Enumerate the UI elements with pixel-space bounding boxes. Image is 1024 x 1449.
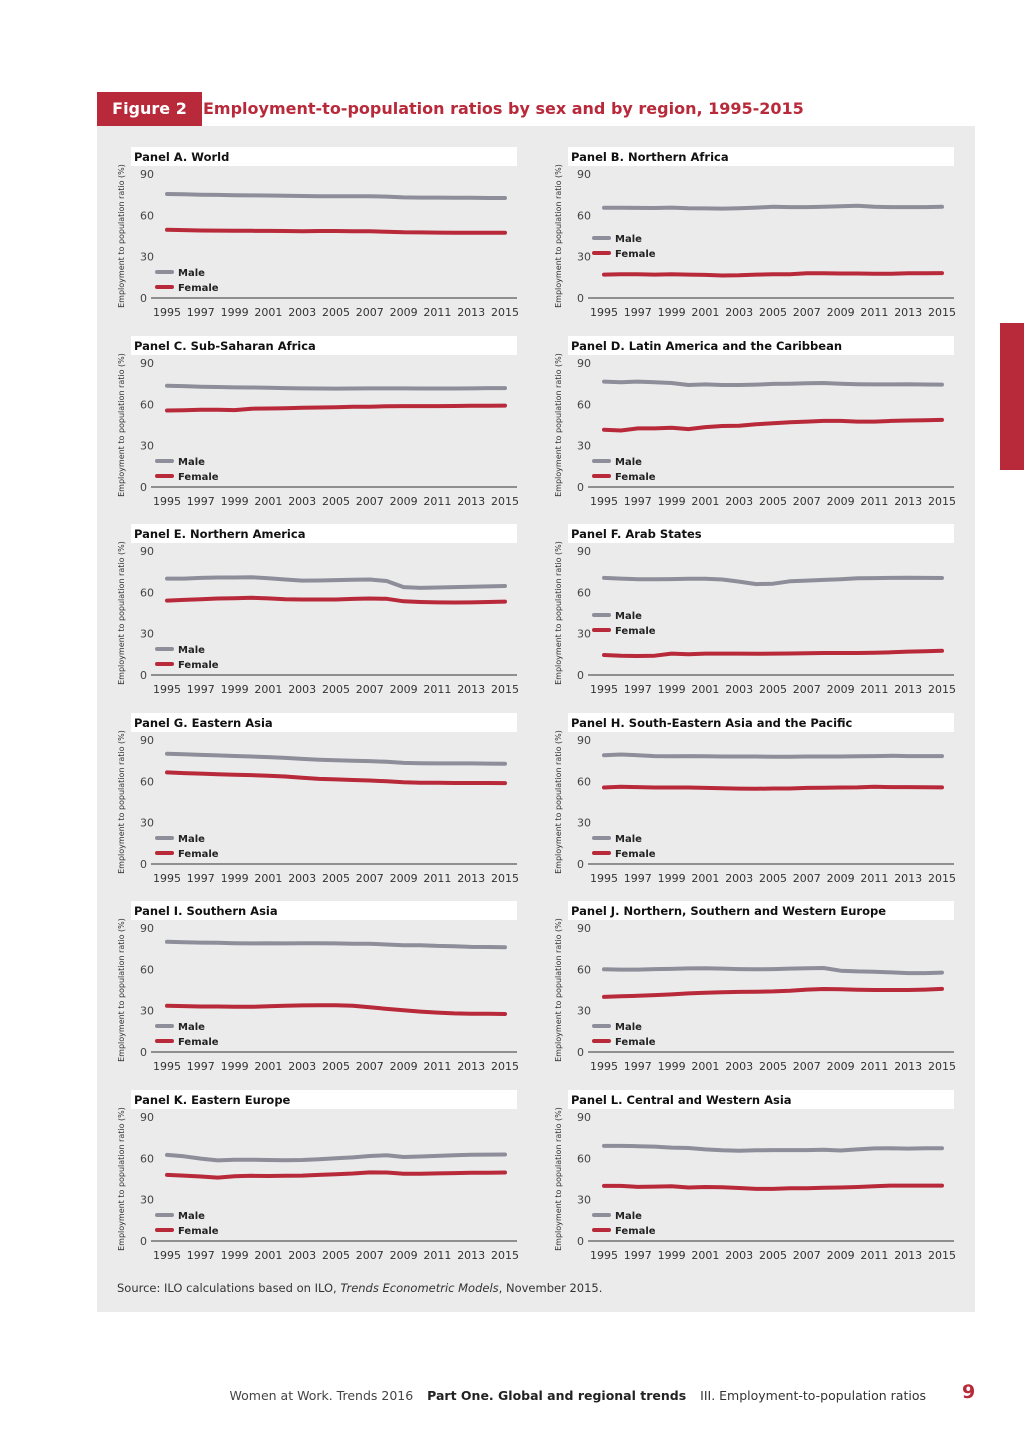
y-tick-label: 0 bbox=[140, 481, 147, 494]
series-line-female bbox=[604, 651, 942, 656]
x-tick-label: 2011 bbox=[860, 1249, 889, 1262]
x-tick-label: 2011 bbox=[860, 495, 889, 508]
x-tick-label: 2015 bbox=[491, 872, 519, 885]
x-tick-label: 2003 bbox=[725, 306, 754, 319]
series-line-male bbox=[604, 206, 942, 209]
series-line-male bbox=[604, 578, 942, 584]
y-axis-label: Employment to population ratio (%) bbox=[554, 353, 563, 497]
legend-label-female: Female bbox=[615, 626, 656, 637]
y-tick-label: 0 bbox=[577, 292, 584, 305]
legend-label-female: Female bbox=[178, 660, 219, 671]
y-tick-label: 90 bbox=[577, 922, 591, 935]
legend-label-male: Male bbox=[178, 457, 205, 468]
series-line-male bbox=[167, 754, 505, 764]
x-tick-label: 2005 bbox=[322, 306, 350, 319]
x-tick-label: 1997 bbox=[623, 495, 652, 508]
legend-label-female: Female bbox=[615, 1037, 656, 1048]
x-tick-label: 2009 bbox=[389, 1249, 418, 1262]
x-tick-label: 2005 bbox=[759, 306, 787, 319]
x-tick-label: 1997 bbox=[186, 683, 215, 696]
y-axis-label: Employment to population ratio (%) bbox=[554, 730, 563, 874]
series-line-male bbox=[604, 382, 942, 385]
x-tick-label: 2013 bbox=[894, 1249, 923, 1262]
legend-label-female: Female bbox=[615, 1226, 656, 1237]
source-title: Trends Econometric Models bbox=[340, 1281, 499, 1295]
x-tick-label: 2001 bbox=[691, 495, 720, 508]
y-tick-label: 60 bbox=[577, 963, 591, 977]
chart-panel-8 bbox=[554, 713, 956, 885]
x-tick-label: 2007 bbox=[792, 1060, 821, 1073]
y-axis-label: Employment to population ratio (%) bbox=[117, 1107, 126, 1251]
x-tick-label: 2001 bbox=[691, 872, 720, 885]
legend-label-female: Female bbox=[178, 849, 219, 860]
x-tick-label: 2011 bbox=[860, 306, 889, 319]
x-tick-label: 2007 bbox=[355, 872, 384, 885]
y-axis-label: Employment to population ratio (%) bbox=[554, 164, 563, 308]
y-axis-label: Employment to population ratio (%) bbox=[554, 541, 563, 685]
x-tick-label: 2015 bbox=[491, 1249, 519, 1262]
x-tick-label: 1995 bbox=[153, 1060, 181, 1073]
x-tick-label: 1997 bbox=[186, 872, 215, 885]
chart-panel-3 bbox=[117, 336, 519, 508]
legend-label-male: Male bbox=[178, 1211, 205, 1222]
chart-panel-2 bbox=[554, 147, 956, 319]
series-line-male bbox=[167, 386, 505, 389]
chart-panel-4 bbox=[554, 336, 956, 508]
x-tick-label: 2003 bbox=[725, 872, 754, 885]
legend-label-female: Female bbox=[178, 1226, 219, 1237]
y-tick-label: 30 bbox=[140, 816, 154, 830]
x-tick-label: 2001 bbox=[254, 872, 283, 885]
x-tick-label: 2013 bbox=[894, 683, 923, 696]
charts-canvas bbox=[97, 126, 975, 1312]
y-tick-label: 60 bbox=[140, 209, 154, 223]
y-tick-label: 60 bbox=[577, 586, 591, 600]
x-tick-label: 2005 bbox=[759, 495, 787, 508]
series-line-female bbox=[167, 1005, 505, 1014]
legend-label-male: Male bbox=[615, 1022, 642, 1033]
series-line-male bbox=[604, 755, 942, 757]
y-tick-label: 30 bbox=[577, 250, 591, 264]
x-tick-label: 2005 bbox=[759, 1060, 787, 1073]
y-tick-label: 30 bbox=[140, 1193, 154, 1207]
chart-panel-7 bbox=[117, 713, 519, 885]
x-tick-label: 2009 bbox=[826, 1060, 855, 1073]
series-line-male bbox=[167, 942, 505, 947]
x-tick-label: 2007 bbox=[792, 683, 821, 696]
x-tick-label: 1999 bbox=[220, 306, 249, 319]
x-tick-label: 2003 bbox=[288, 1060, 317, 1073]
figure-label: Figure 2 bbox=[97, 92, 202, 126]
y-tick-label: 30 bbox=[577, 627, 591, 641]
y-tick-label: 0 bbox=[140, 292, 147, 305]
x-tick-label: 2007 bbox=[355, 306, 384, 319]
x-tick-label: 2009 bbox=[389, 683, 418, 696]
y-tick-label: 60 bbox=[140, 775, 154, 789]
y-axis-label: Employment to population ratio (%) bbox=[117, 918, 126, 1062]
x-tick-label: 2009 bbox=[389, 872, 418, 885]
x-tick-label: 2009 bbox=[389, 1060, 418, 1073]
legend-label-male: Male bbox=[178, 645, 205, 656]
x-tick-label: 1997 bbox=[186, 495, 215, 508]
y-axis-label: Employment to population ratio (%) bbox=[117, 353, 126, 497]
x-tick-label: 2009 bbox=[826, 495, 855, 508]
y-tick-label: 60 bbox=[140, 398, 154, 412]
x-tick-label: 2005 bbox=[322, 1060, 350, 1073]
x-tick-label: 1995 bbox=[153, 306, 181, 319]
y-tick-label: 60 bbox=[577, 209, 591, 223]
y-tick-label: 0 bbox=[577, 669, 584, 682]
series-line-female bbox=[167, 406, 505, 411]
y-tick-label: 90 bbox=[577, 545, 591, 558]
x-tick-label: 2015 bbox=[928, 683, 956, 696]
x-tick-label: 2003 bbox=[288, 1249, 317, 1262]
x-tick-label: 2005 bbox=[759, 872, 787, 885]
x-tick-label: 1995 bbox=[153, 1249, 181, 1262]
x-tick-label: 2013 bbox=[894, 495, 923, 508]
panel-title: Panel J. Northern, Southern and Western Europe bbox=[571, 904, 886, 918]
x-tick-label: 2005 bbox=[322, 495, 350, 508]
x-tick-label: 2015 bbox=[928, 495, 956, 508]
x-tick-label: 2013 bbox=[457, 872, 486, 885]
x-tick-label: 1997 bbox=[623, 1060, 652, 1073]
legend-label-male: Male bbox=[615, 611, 642, 622]
series-line-female bbox=[167, 772, 505, 783]
x-tick-label: 2007 bbox=[792, 495, 821, 508]
series-line-male bbox=[604, 968, 942, 973]
x-tick-label: 2003 bbox=[288, 683, 317, 696]
x-tick-label: 1997 bbox=[623, 1249, 652, 1262]
x-tick-label: 1995 bbox=[590, 1060, 618, 1073]
x-tick-label: 2003 bbox=[288, 872, 317, 885]
x-tick-label: 2009 bbox=[389, 495, 418, 508]
x-tick-label: 1995 bbox=[590, 683, 618, 696]
legend-label-female: Female bbox=[178, 283, 219, 294]
footer-part-title: Part One. Global and regional trends bbox=[427, 1388, 687, 1403]
x-tick-label: 2007 bbox=[355, 683, 384, 696]
series-line-female bbox=[167, 598, 505, 603]
x-tick-label: 2009 bbox=[826, 306, 855, 319]
x-tick-label: 1999 bbox=[220, 1249, 249, 1262]
x-tick-label: 1999 bbox=[657, 1060, 686, 1073]
legend-label-male: Male bbox=[178, 834, 205, 845]
x-tick-label: 2013 bbox=[457, 495, 486, 508]
y-tick-label: 0 bbox=[577, 858, 584, 871]
legend-label-male: Male bbox=[178, 1022, 205, 1033]
legend-label-female: Female bbox=[615, 249, 656, 260]
x-tick-label: 1997 bbox=[623, 872, 652, 885]
x-tick-label: 2003 bbox=[725, 495, 754, 508]
y-tick-label: 90 bbox=[577, 734, 591, 747]
y-tick-label: 60 bbox=[140, 1152, 154, 1166]
source-suffix: , November 2015. bbox=[498, 1281, 603, 1295]
x-tick-label: 2015 bbox=[928, 306, 956, 319]
panel-title: Panel C. Sub-Saharan Africa bbox=[134, 339, 316, 353]
y-tick-label: 30 bbox=[140, 250, 154, 264]
x-tick-label: 1995 bbox=[590, 872, 618, 885]
source-note bbox=[117, 1281, 602, 1295]
chart-panel-10 bbox=[554, 901, 956, 1073]
x-tick-label: 2015 bbox=[491, 495, 519, 508]
x-tick-label: 2013 bbox=[457, 1249, 486, 1262]
x-tick-label: 2011 bbox=[423, 872, 452, 885]
x-tick-label: 2003 bbox=[288, 306, 317, 319]
page-number: 9 bbox=[962, 1381, 976, 1403]
y-tick-label: 90 bbox=[140, 168, 154, 181]
x-tick-label: 1997 bbox=[186, 306, 215, 319]
y-axis-label: Employment to population ratio (%) bbox=[117, 541, 126, 685]
x-tick-label: 2013 bbox=[894, 872, 923, 885]
y-tick-label: 60 bbox=[577, 775, 591, 789]
y-tick-label: 90 bbox=[577, 1111, 591, 1124]
series-line-female bbox=[167, 1172, 505, 1177]
x-tick-label: 2009 bbox=[826, 872, 855, 885]
series-line-male bbox=[604, 1146, 942, 1151]
x-tick-label: 1995 bbox=[590, 1249, 618, 1262]
x-tick-label: 2013 bbox=[894, 306, 923, 319]
x-tick-label: 2001 bbox=[691, 1060, 720, 1073]
y-axis-label: Employment to population ratio (%) bbox=[554, 918, 563, 1062]
y-tick-label: 60 bbox=[577, 1152, 591, 1166]
series-line-female bbox=[167, 230, 505, 233]
x-tick-label: 2003 bbox=[725, 683, 754, 696]
series-line-male bbox=[167, 1155, 505, 1161]
x-tick-label: 1997 bbox=[186, 1060, 215, 1073]
x-tick-label: 1999 bbox=[220, 683, 249, 696]
x-tick-label: 2001 bbox=[691, 306, 720, 319]
y-tick-label: 0 bbox=[140, 858, 147, 871]
y-tick-label: 90 bbox=[577, 357, 591, 370]
x-tick-label: 2013 bbox=[457, 306, 486, 319]
x-tick-label: 2015 bbox=[928, 872, 956, 885]
x-tick-label: 2007 bbox=[355, 495, 384, 508]
legend-label-male: Male bbox=[615, 834, 642, 845]
source-prefix: Source: ILO calculations based on ILO, bbox=[117, 1281, 341, 1295]
panel-title: Panel A. World bbox=[134, 150, 230, 164]
series-line-male bbox=[167, 577, 505, 588]
y-tick-label: 0 bbox=[140, 1046, 147, 1059]
section-tab-marker bbox=[1000, 323, 1024, 470]
x-tick-label: 1997 bbox=[623, 306, 652, 319]
x-tick-label: 2013 bbox=[894, 1060, 923, 1073]
y-tick-label: 60 bbox=[577, 398, 591, 412]
x-tick-label: 1999 bbox=[657, 872, 686, 885]
x-tick-label: 1999 bbox=[657, 306, 686, 319]
x-tick-label: 2015 bbox=[928, 1060, 956, 1073]
x-tick-label: 2011 bbox=[423, 306, 452, 319]
panel-title: Panel F. Arab States bbox=[571, 527, 702, 541]
legend-label-female: Female bbox=[615, 849, 656, 860]
y-tick-label: 30 bbox=[577, 1193, 591, 1207]
panel-title: Panel H. South-Eastern Asia and the Pacific bbox=[571, 716, 853, 730]
x-tick-label: 1999 bbox=[220, 872, 249, 885]
x-tick-label: 1999 bbox=[657, 495, 686, 508]
x-tick-label: 2011 bbox=[860, 1060, 889, 1073]
x-tick-label: 2013 bbox=[457, 683, 486, 696]
legend-label-male: Male bbox=[615, 457, 642, 468]
y-tick-label: 30 bbox=[140, 1004, 154, 1018]
panel-title: Panel D. Latin America and the Caribbean bbox=[571, 339, 843, 353]
x-tick-label: 2011 bbox=[423, 1249, 452, 1262]
x-tick-label: 2007 bbox=[792, 306, 821, 319]
x-tick-label: 2005 bbox=[322, 872, 350, 885]
series-line-female bbox=[604, 1186, 942, 1189]
panel-title: Panel E. Northern America bbox=[134, 527, 306, 541]
x-tick-label: 2009 bbox=[826, 683, 855, 696]
chart-panel-5 bbox=[117, 524, 519, 696]
x-tick-label: 1999 bbox=[220, 1060, 249, 1073]
chart-panel-6 bbox=[554, 524, 956, 696]
x-tick-label: 1997 bbox=[623, 683, 652, 696]
x-tick-label: 2005 bbox=[322, 1249, 350, 1262]
x-tick-label: 2005 bbox=[759, 1249, 787, 1262]
x-tick-label: 2007 bbox=[355, 1060, 384, 1073]
x-tick-label: 2015 bbox=[491, 683, 519, 696]
x-tick-label: 2009 bbox=[389, 306, 418, 319]
figure-panel bbox=[97, 126, 975, 1312]
x-tick-label: 2001 bbox=[254, 1060, 283, 1073]
x-tick-label: 1995 bbox=[153, 683, 181, 696]
x-tick-label: 2009 bbox=[826, 1249, 855, 1262]
panel-title: Panel L. Central and Western Asia bbox=[571, 1093, 792, 1107]
x-tick-label: 2011 bbox=[423, 495, 452, 508]
legend-label-male: Male bbox=[615, 1211, 642, 1222]
x-tick-label: 1997 bbox=[186, 1249, 215, 1262]
x-tick-label: 2007 bbox=[355, 1249, 384, 1262]
x-tick-label: 2003 bbox=[725, 1060, 754, 1073]
x-tick-label: 2011 bbox=[860, 872, 889, 885]
y-tick-label: 90 bbox=[140, 734, 154, 747]
legend-label-male: Male bbox=[615, 234, 642, 245]
x-tick-label: 2011 bbox=[423, 683, 452, 696]
y-tick-label: 60 bbox=[140, 963, 154, 977]
y-tick-label: 30 bbox=[140, 627, 154, 641]
y-tick-label: 90 bbox=[577, 168, 591, 181]
x-tick-label: 2003 bbox=[725, 1249, 754, 1262]
series-line-female bbox=[604, 989, 942, 997]
panel-title: Panel G. Eastern Asia bbox=[134, 716, 273, 730]
x-tick-label: 2013 bbox=[457, 1060, 486, 1073]
y-tick-label: 0 bbox=[140, 1235, 147, 1248]
footer-book-title: Women at Work. Trends 2016 bbox=[229, 1388, 414, 1403]
y-tick-label: 0 bbox=[577, 1235, 584, 1248]
x-tick-label: 1999 bbox=[657, 1249, 686, 1262]
panel-title: Panel K. Eastern Europe bbox=[134, 1093, 291, 1107]
x-tick-label: 2001 bbox=[254, 495, 283, 508]
x-tick-label: 1999 bbox=[220, 495, 249, 508]
series-line-female bbox=[604, 787, 942, 789]
footer-chapter-title: III. Employment-to-population ratios bbox=[700, 1388, 926, 1403]
legend-label-female: Female bbox=[178, 472, 219, 483]
chart-panel-1 bbox=[117, 147, 519, 319]
x-tick-label: 1995 bbox=[153, 495, 181, 508]
y-tick-label: 30 bbox=[577, 1004, 591, 1018]
x-tick-label: 2015 bbox=[491, 306, 519, 319]
x-tick-label: 1995 bbox=[590, 306, 618, 319]
panel-title: Panel I. Southern Asia bbox=[134, 904, 278, 918]
x-tick-label: 2011 bbox=[860, 683, 889, 696]
x-tick-label: 2015 bbox=[928, 1249, 956, 1262]
y-axis-label: Employment to population ratio (%) bbox=[554, 1107, 563, 1251]
chart-panel-11 bbox=[117, 1090, 519, 1262]
y-tick-label: 0 bbox=[577, 481, 584, 494]
x-tick-label: 2001 bbox=[691, 1249, 720, 1262]
x-tick-label: 1995 bbox=[590, 495, 618, 508]
x-tick-label: 1999 bbox=[657, 683, 686, 696]
legend-label-female: Female bbox=[615, 472, 656, 483]
y-axis-label: Employment to population ratio (%) bbox=[117, 164, 126, 308]
x-tick-label: 2001 bbox=[254, 306, 283, 319]
x-tick-label: 2011 bbox=[423, 1060, 452, 1073]
x-tick-label: 2005 bbox=[322, 683, 350, 696]
x-tick-label: 2001 bbox=[691, 683, 720, 696]
y-tick-label: 90 bbox=[140, 545, 154, 558]
chart-panel-12 bbox=[554, 1090, 956, 1262]
y-tick-label: 90 bbox=[140, 922, 154, 935]
legend-label-male: Male bbox=[178, 268, 205, 279]
y-tick-label: 30 bbox=[577, 439, 591, 453]
series-line-female bbox=[604, 420, 942, 431]
y-tick-label: 90 bbox=[140, 357, 154, 370]
x-tick-label: 2001 bbox=[254, 1249, 283, 1262]
x-tick-label: 2007 bbox=[792, 1249, 821, 1262]
y-tick-label: 90 bbox=[140, 1111, 154, 1124]
chart-panel-9 bbox=[117, 901, 519, 1073]
x-tick-label: 2007 bbox=[792, 872, 821, 885]
legend-label-female: Female bbox=[178, 1037, 219, 1048]
x-tick-label: 1995 bbox=[153, 872, 181, 885]
x-tick-label: 2015 bbox=[491, 1060, 519, 1073]
panel-title: Panel B. Northern Africa bbox=[571, 150, 729, 164]
y-tick-label: 0 bbox=[577, 1046, 584, 1059]
y-axis-label: Employment to population ratio (%) bbox=[117, 730, 126, 874]
page-footer bbox=[230, 1388, 927, 1403]
y-tick-label: 60 bbox=[140, 586, 154, 600]
figure-title: Employment-to-population ratios by sex and by region, 1995-2015 bbox=[203, 99, 804, 118]
y-tick-label: 30 bbox=[140, 439, 154, 453]
series-line-male bbox=[167, 194, 505, 198]
x-tick-label: 2003 bbox=[288, 495, 317, 508]
y-tick-label: 0 bbox=[140, 669, 147, 682]
y-tick-label: 30 bbox=[577, 816, 591, 830]
series-line-female bbox=[604, 273, 942, 275]
x-tick-label: 2001 bbox=[254, 683, 283, 696]
x-tick-label: 2005 bbox=[759, 683, 787, 696]
